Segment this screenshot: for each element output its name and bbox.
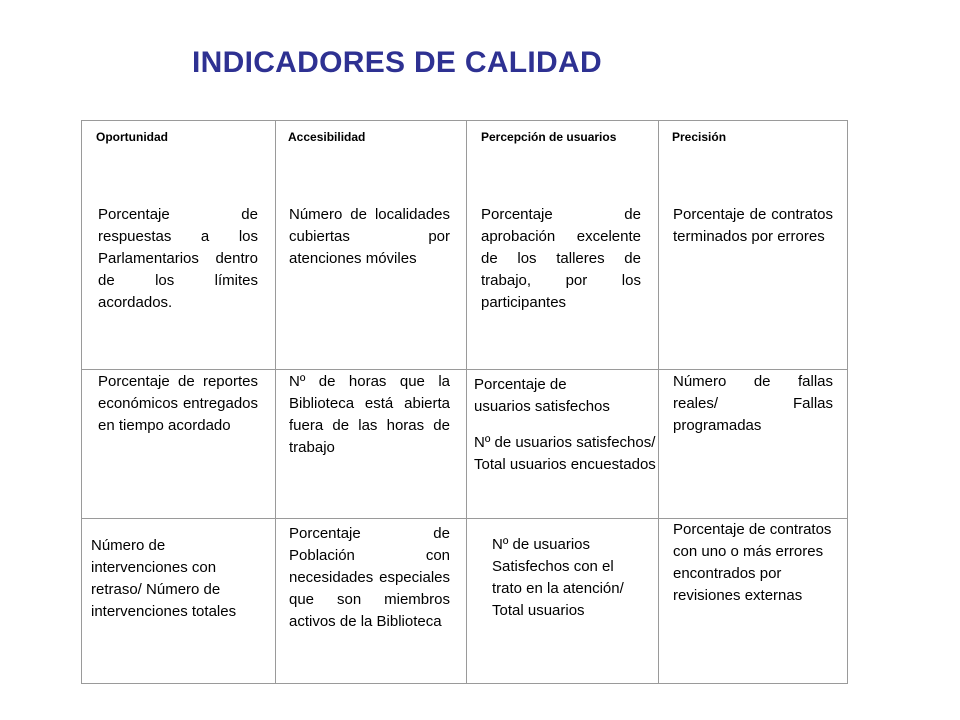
- cell-row1-percepcion: Porcentaje de aprobación excelente de los talleres de trabajo, por los participantes: [481, 206, 641, 311]
- cell-row1-oportunidad: Porcentaje de respuestas a los Parlamentarios dentro de los límites acordados.: [98, 206, 258, 311]
- cell-row3-precision: Porcentaje de contratos con uno o más errores encontrados por revisiones externas: [673, 521, 832, 604]
- cell-row3-percepcion: Nº de usuarios Satisfechos con el trato en la atención/ Total usuarios: [492, 536, 624, 619]
- column-divider: [275, 121, 276, 683]
- column-divider: [466, 121, 467, 683]
- cell-row2-percepcion-line2: Nº de usuarios satisfechos/ Total usuarios encuestados: [474, 434, 656, 473]
- cell-row3-accesibilidad: Porcentaje de Población con necesidades especiales que son miembros activos de la Biblioteca: [289, 525, 450, 630]
- header-accesibilidad: Accesibilidad: [288, 130, 366, 144]
- column-divider: [658, 121, 659, 683]
- header-precision: Precisión: [672, 130, 727, 144]
- cell-row1-precision: Porcentaje de contratos terminados por errores: [673, 206, 833, 245]
- cell-row2-oportunidad: Porcentaje de reportes económicos entregados en tiempo acordado: [98, 373, 258, 434]
- cell-row1-accesibilidad: Número de localidades cubiertas por atenciones móviles: [289, 206, 450, 267]
- quality-indicators-table: [81, 120, 848, 684]
- header-percepcion-usuarios: Percepción de usuarios: [481, 130, 617, 144]
- page-title: INDICADORES DE CALIDAD: [192, 46, 602, 79]
- row-divider: [82, 369, 847, 370]
- cell-row2-percepcion-line1: Porcentaje de usuarios satisfechos: [474, 376, 610, 415]
- cell-row2-percepcion: [474, 374, 658, 476]
- cell-row2-accesibilidad: Nº de horas que la Biblioteca está abierta fuera de las horas de trabajo: [289, 373, 450, 456]
- cell-row3-oportunidad: Número de intervenciones con retraso/ Número de intervenciones totales: [91, 537, 237, 620]
- cell-row2-precision: Número de fallas reales/ Fallas programadas: [673, 373, 833, 434]
- header-oportunidad: Oportunidad: [96, 130, 168, 144]
